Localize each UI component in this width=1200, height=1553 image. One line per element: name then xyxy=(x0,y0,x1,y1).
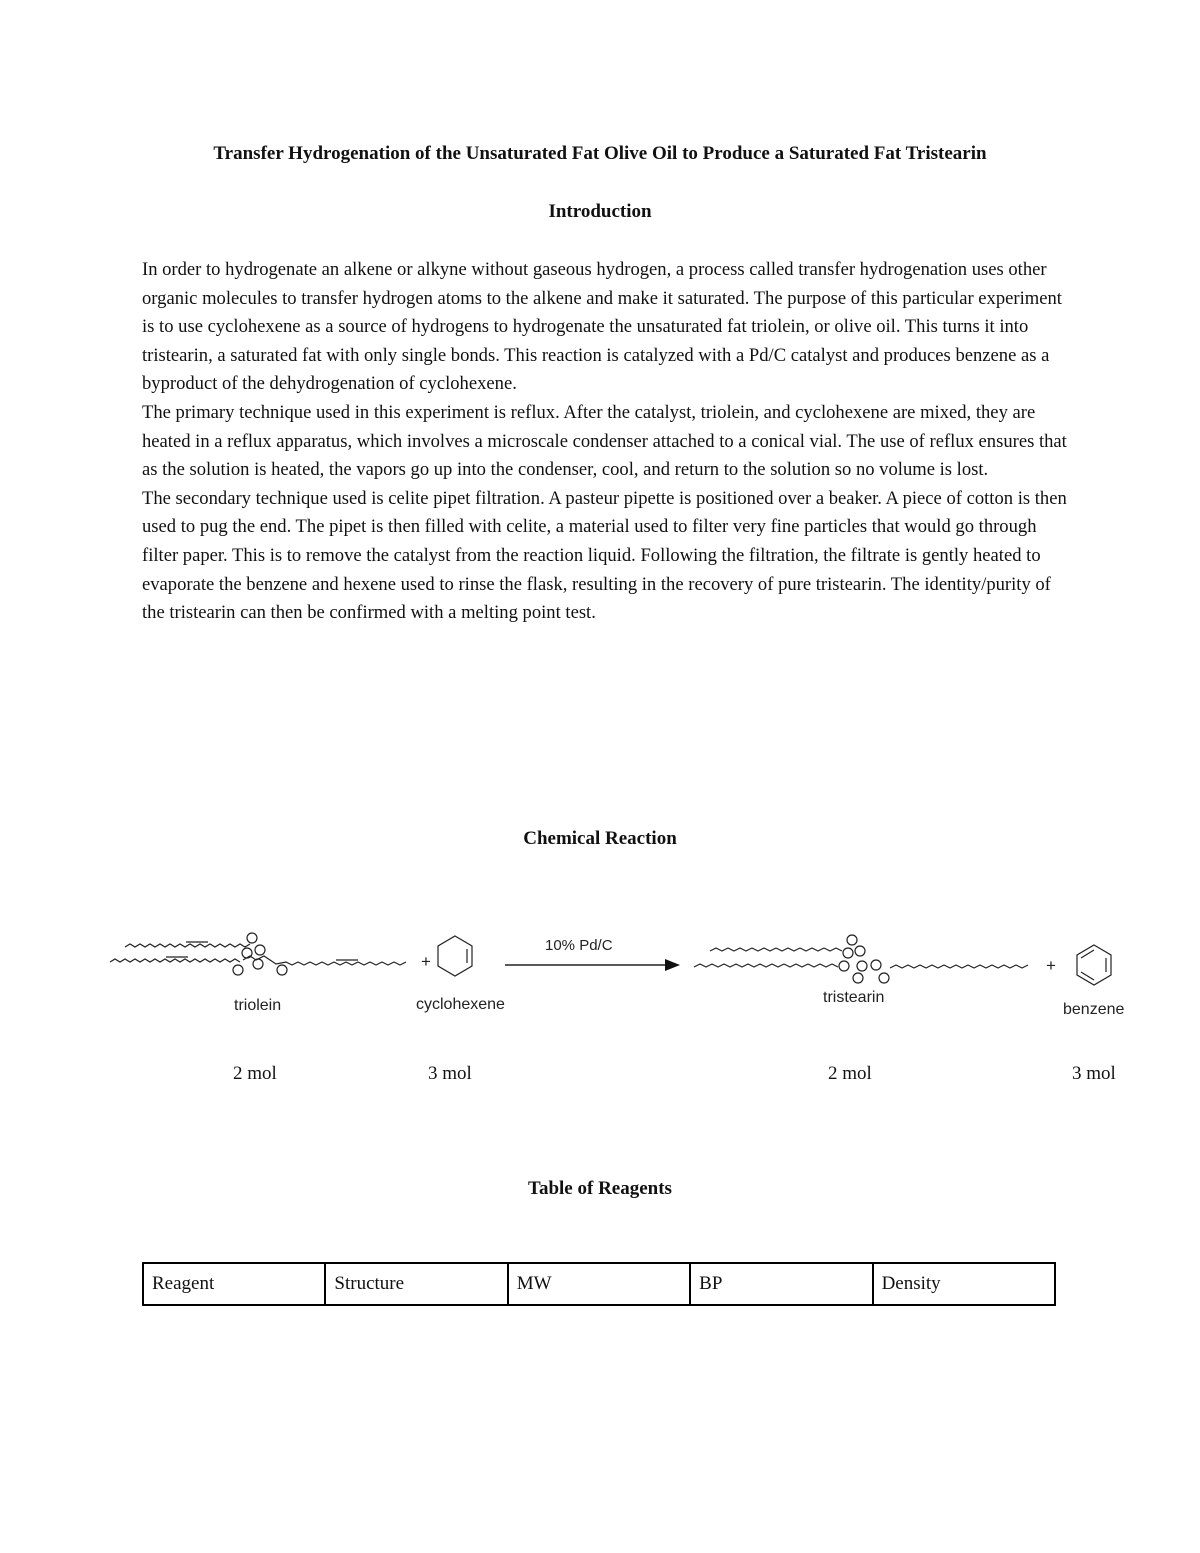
reaction-scheme xyxy=(100,920,1140,1040)
reaction-drawing xyxy=(100,920,1140,1040)
column-header-mw: MW xyxy=(508,1263,690,1305)
table-of-reagents-heading: Table of Reagents xyxy=(528,1178,672,1199)
benzene-structure xyxy=(1077,945,1111,985)
paragraph-filtration: The secondary technique used is celite pipet filtration. A pasteur pipette is positioned over a beaker. A piece of cotton is then used to pug the end. The pipet is then filled with celite, a material used to filter very fine particles that would go through filter paper. This is to remove the catalyst from the reaction liquid. Following the filtration, the filtrate is gently heated to evaporate the benzene and hexene used to rinse the flask, resulting in the recovery of pure tristearin. The identity/purity of the tristearin can then be confirmed with a melting point test. xyxy=(142,487,1067,624)
triolein-amount: 2 mol xyxy=(233,1063,277,1084)
tristearin-structure xyxy=(694,935,1028,983)
reagents-table xyxy=(142,1262,1056,1306)
plus-sign-reactants: + xyxy=(421,952,431,971)
benzene-label: benzene xyxy=(1063,1001,1125,1018)
column-header-structure: Structure xyxy=(325,1263,507,1305)
cyclohexene-structure xyxy=(438,936,472,976)
tristearin-label: tristearin xyxy=(823,989,885,1006)
column-header-reagent: Reagent xyxy=(143,1263,325,1305)
column-header-density: Density xyxy=(873,1263,1055,1305)
plus-sign-products: + xyxy=(1046,956,1056,975)
introduction-heading: Introduction xyxy=(548,201,652,222)
table-header-row xyxy=(143,1263,1055,1305)
paragraph-overview: In order to hydrogenate an alkene or alkyne without gaseous hydrogen, a process called transfer hydrogenation uses other organic molecules to transfer hydrogen atoms to the alkene and make it saturated. The purpose of this particular experiment is to use cyclohexene as a source of hydrogens to hydrogenate the unsaturated fat triolein, or olive oil. This turns it into tristearin, a saturated fat with only single bonds. This reaction is catalyzed with a Pd/C catalyst and produces benzene as a byproduct of the dehydrogenation of cyclohexene. xyxy=(142,259,1062,395)
catalyst-label: 10% Pd/C xyxy=(545,937,613,954)
arrow-head xyxy=(665,959,680,971)
introduction-body xyxy=(142,256,1072,628)
triolein-structure xyxy=(110,933,406,975)
cyclohexene-amount: 3 mol xyxy=(428,1063,472,1084)
cyclohexene-label: cyclohexene xyxy=(416,996,505,1013)
chemical-reaction-heading: Chemical Reaction xyxy=(523,828,677,849)
column-header-bp: BP xyxy=(690,1263,872,1305)
triolein-label: triolein xyxy=(234,997,282,1014)
tristearin-amount: 2 mol xyxy=(828,1063,872,1084)
document-title: Transfer Hydrogenation of the Unsaturated Fat Olive Oil to Produce a Saturated Fat Tristearin xyxy=(213,143,987,164)
paragraph-reflux: The primary technique used in this experiment is reflux. After the catalyst, triolein, and cyclohexene are mixed, they are heated in a reflux apparatus, which involves a microscale condenser attached to a conical vial. The use of reflux ensures that as the solution is heated, the vapors go up into the condenser, cool, and return to the solution so no volume is lost. xyxy=(142,401,1067,481)
benzene-amount: 3 mol xyxy=(1072,1063,1116,1084)
